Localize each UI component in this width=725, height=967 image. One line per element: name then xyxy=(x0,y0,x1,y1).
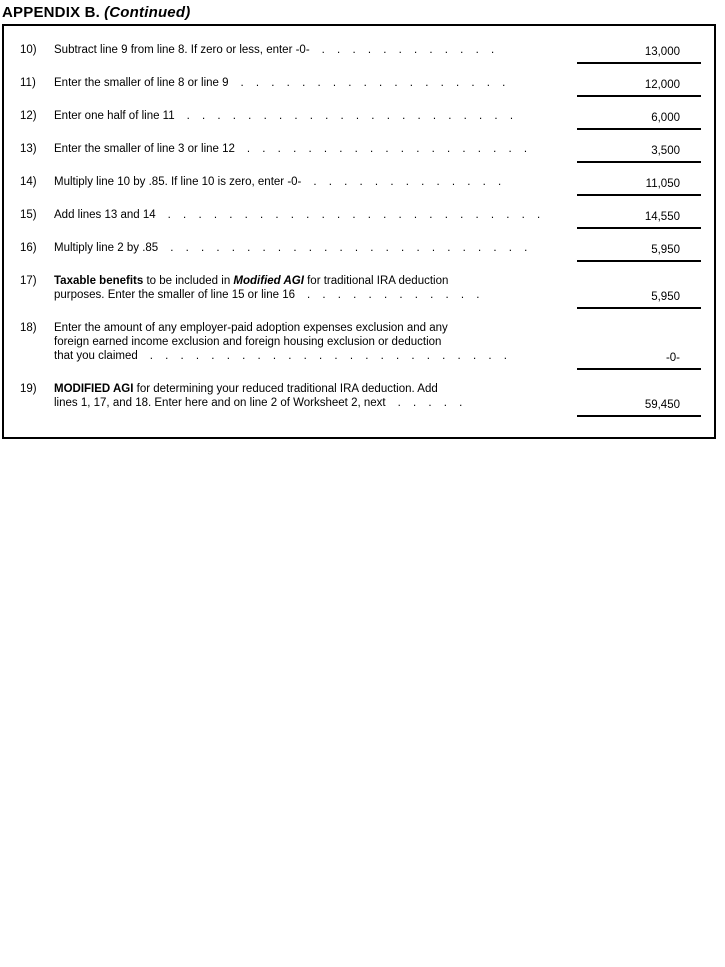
worksheet-row xyxy=(20,175,714,189)
description-text xyxy=(54,383,438,409)
description-segment: lines 1, 17, and 18. Enter here and on line 2 of Worksheet 2, next xyxy=(54,397,386,409)
description-segment: Enter the smaller of line 8 or line 9 xyxy=(54,77,229,89)
amount-value: 13,000 xyxy=(644,46,680,58)
description-text xyxy=(54,143,235,155)
dot-leader: . . . . . . . . . . . . . . . . . . . . . . . . xyxy=(149,350,507,362)
description-segment: Modified AGI xyxy=(233,275,304,287)
description-segment: Multiply line 10 by .85. If line 10 is zero, enter -0- xyxy=(54,176,302,188)
amount-value: 59,450 xyxy=(644,399,680,411)
description-text xyxy=(54,110,175,122)
worksheet-row xyxy=(20,241,714,255)
amount-value: 5,950 xyxy=(651,244,680,256)
description-text xyxy=(54,176,301,188)
dot-leader: . . . . . . . . . . . . . . . . . . . . . . xyxy=(186,110,514,122)
amount-value: -0- xyxy=(665,352,680,364)
amount-value: 11,050 xyxy=(645,178,680,190)
description-segment: foreign earned income exclusion and foreign housing exclusion or deduction xyxy=(54,336,442,348)
amount-value: 6,000 xyxy=(651,112,680,124)
amount-field xyxy=(577,210,701,229)
worksheet-row xyxy=(20,208,714,222)
line-description xyxy=(46,321,577,363)
worksheet-row xyxy=(20,142,714,156)
amount-field xyxy=(577,351,701,370)
amount-value: 14,550 xyxy=(644,211,680,223)
dot-leader: . . . . . . . . . . . . . . . . . . . . . . . . xyxy=(170,242,528,254)
description-text xyxy=(54,242,158,254)
line-number: 18) xyxy=(20,322,37,334)
worksheet-rows xyxy=(20,43,714,410)
line-description xyxy=(46,208,577,222)
line-number: 12) xyxy=(20,110,37,122)
line-description xyxy=(46,109,577,123)
line-number: 14) xyxy=(20,176,37,188)
description-segment: that you claimed xyxy=(54,350,138,362)
line-number: 17) xyxy=(20,275,37,287)
description-segment: Multiply line 2 by .85 xyxy=(54,242,159,254)
description-segment: for determining your reduced traditional IRA deduction. Add xyxy=(133,383,438,395)
description-segment: MODIFIED AGI xyxy=(54,383,134,395)
line-description xyxy=(46,241,577,255)
amount-value: 12,000 xyxy=(644,79,680,91)
worksheet-row xyxy=(20,274,714,302)
description-segment: Subtract line 9 from line 8. If zero or less, enter -0- xyxy=(54,44,310,56)
dot-leader: . . . . . xyxy=(397,397,463,409)
description-segment: Taxable benefits xyxy=(54,275,144,287)
line-number: 15) xyxy=(20,209,37,221)
line-description xyxy=(46,382,577,410)
amount-value: 5,950 xyxy=(651,291,680,303)
amount-field xyxy=(577,398,701,417)
line-description xyxy=(46,142,577,156)
worksheet-row xyxy=(20,382,714,410)
line-number: 16) xyxy=(20,242,37,254)
amount-value: 3,500 xyxy=(651,145,680,157)
description-segment: for traditional IRA deduction xyxy=(303,275,449,287)
description-text xyxy=(54,77,229,89)
amount-field xyxy=(577,111,701,130)
line-number: 19) xyxy=(20,383,37,395)
page-title xyxy=(0,0,725,24)
amount-field xyxy=(577,243,701,262)
dot-leader: . . . . . . . . . . . . . . . . . . . xyxy=(246,143,528,155)
line-description xyxy=(46,76,577,90)
title-continued: (Continued) xyxy=(104,4,191,21)
description-text xyxy=(54,209,156,221)
title-main: APPENDIX B. xyxy=(2,4,101,21)
description-segment: Add lines 13 and 14 xyxy=(54,209,156,221)
worksheet-box xyxy=(2,24,716,439)
description-text xyxy=(54,44,310,56)
dot-leader: . . . . . . . . . . . . xyxy=(307,289,480,301)
description-segment: Enter the smaller of line 3 or line 12 xyxy=(54,143,235,155)
amount-field xyxy=(577,177,701,196)
dot-leader: . . . . . . . . . . . . xyxy=(321,44,495,56)
description-segment: Enter one half of line 11 xyxy=(54,110,175,122)
line-number: 10) xyxy=(20,44,37,56)
amount-field xyxy=(577,78,701,97)
description-segment: Enter the amount of any employer-paid adoption expenses exclusion and any xyxy=(54,322,448,334)
dot-leader: . . . . . . . . . . . . . . . . . . xyxy=(240,77,506,89)
line-number: 11) xyxy=(20,77,36,89)
line-description xyxy=(46,43,577,57)
worksheet-row xyxy=(20,109,714,123)
worksheet-row xyxy=(20,43,714,57)
line-description xyxy=(46,175,577,189)
dot-leader: . . . . . . . . . . . . . xyxy=(313,176,502,188)
amount-field xyxy=(577,144,701,163)
description-segment: purposes. Enter the smaller of line 15 or line 16 xyxy=(54,289,295,301)
amount-field xyxy=(577,290,701,309)
dot-leader: . . . . . . . . . . . . . . . . . . . . . . . . . xyxy=(167,209,541,221)
line-number: 13) xyxy=(20,143,37,155)
description-segment: to be included in xyxy=(143,275,234,287)
line-description xyxy=(46,274,577,302)
worksheet-row xyxy=(20,321,714,363)
worksheet-row xyxy=(20,76,714,90)
amount-field xyxy=(577,45,701,64)
